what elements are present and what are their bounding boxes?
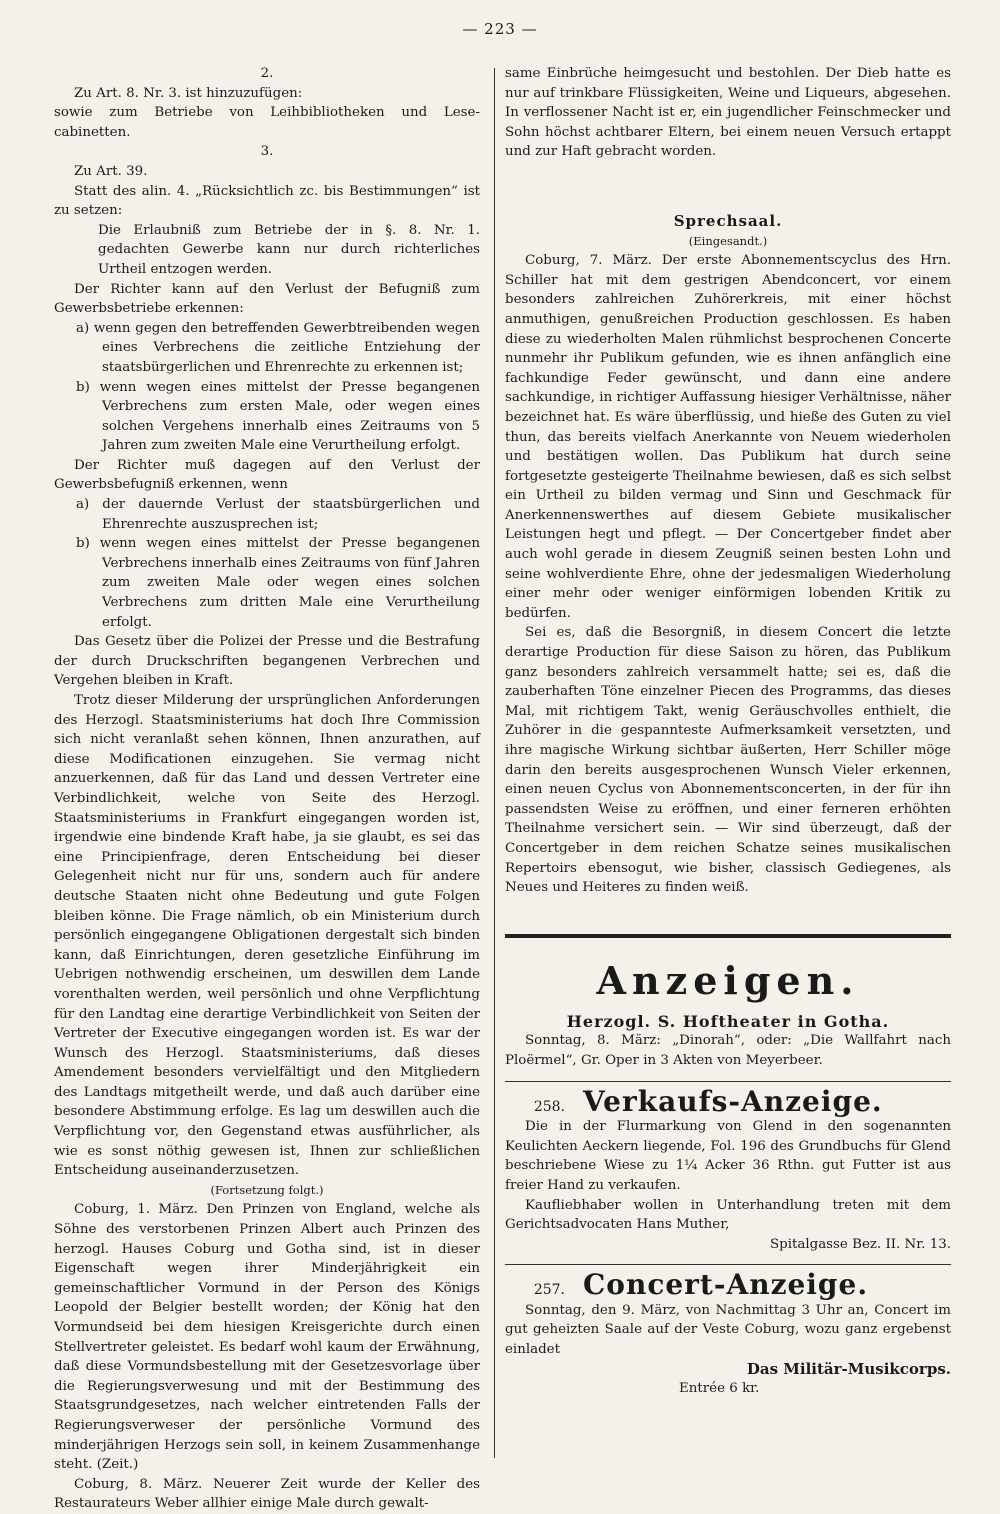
paragraph: Trotz dieser Milderung der ursprünglichen Anforderungen des Herzogl. Staatsministeriums hat doch Ihre Commission sich nicht veranlaßt sehen können, Ihnen anzurathen, auf diese Modificationen einzugehen. Sie vermag nicht anzuerkennen, daß für das Land und dessen Vertreter eine Verbindlichkeit, welche von Seite des Herzogl. Staatsministeriums in Frankfurt eingegangen worden ist, irgendwie eine bindende Kraft habe, ja sie glaubt, es sei das eine Principienfrage, deren Entscheidung bei dieser Gelegenheit nicht nur für uns, sondern auch für andere deutsche Staaten nicht ohne Bedeutung und gute Folgen bleiben könne. Die Frage nämlich, ob ein Ministerium durch persönlich eingegangene Obligationen dergestalt sich binden kann, daß Einrichtungen, deren gesetzliche Einführung im Uebrigen nothwendig erscheinen, um deswillen dem Lande vorenthalten werden, weil persönlich und ohne Verpflichtung für den Landtag eine derartige Verbindlichkeit von Seiten der Vertreter der Executive eingegangen worden ist. Es war der Wunsch des Herzogl. Staatsministeriums, daß dieses Amendement besonders vervielfältigt und den Mitgliedern des Landtags mitgetheilt werde, und daß auch darüber eine besondere Abstimmung erfolge. Es lag um deswillen auch die Verpflichtung vor, den Gegenstand etwas ausführlicher, als wie es sonst nöthig gewesen ist, Ihnen zur schließlichen Entscheidung auseinanderzusetzen. bbox=[54, 693, 480, 1179]
news-item: Coburg, 8. März. Neuerer Zeit wurde der Keller des Restaurateurs Weber allhier einige Male durch gewalt- bbox=[54, 1476, 480, 1512]
ad-address: Spitalgasse Bez. II. Nr. 13. bbox=[769, 1236, 951, 1252]
right-column bbox=[505, 64, 951, 1399]
ad-header bbox=[505, 1084, 951, 1118]
list-item: b) wenn wegen eines mittelst der Presse begangenen Verbrechens zum ersten Male, oder wegen eines solchen Vergehens innerhalb eines Zeitraums von 5 Jahren zum zweiten Male eine Verurtheilung erfolgt. bbox=[76, 379, 480, 454]
paragraph: Sei es, daß die Besorgniß, in diesem Concert die letzte derartige Production für diese Saison zu hören, das Publikum ganz besonders zahlreich versammelt hatte; sei es, daß die zauberhaften Töne einzelner Piecen des Programms, das dieses Mal, mit richtigem Takt, wenig Geräuschvolles enthielt, die Zuhörer in die gespannteste Aufmerksamkeit versetzten, und ihre magische Wirkung sichtbar äußerten, Herr Schiller möge darin den bereits ausgesprochenen Wunsch Vieler erkennen, einen neuen Cyclus von Abonnementsconcerten, in der für ihn passendsten Weise zu eröffnen, und einer ferneren erhöhten Theilnahme versichert sein. — Wir sind überzeugt, daß der Concertgeber in dem reichen Schatze seines musikalischen Repertoirs ebensogut, wie bisher, classisch Gediegenes, als Neues und Heiteres zu finden weiß. bbox=[505, 625, 951, 896]
section-divider bbox=[505, 934, 951, 938]
news-item: Coburg, 1. März. Den Prinzen von England, welche als Söhne des verstorbenen Prinzen Albert auch Prinzen des herzogl. Hauses Coburg und Gotha sind, ist in dieser Eigenschaft wegen ihrer Minderjährigkeit ein gemeinschaftlicher Vormund in der Person des Königs Leopold der Belgier bestellt worden; der König hat den Vormundseid bei dem hiesigen Kreisgerichte durch einen Stellvertreter geleistet. Es bedarf wohl kaum der Erwähnung, daß diese Vormundsbestellung mit der Gesetzesvorlage über die Regierungsverwesung und mit der Bestimmung des Staatsgrundgesetzes, nach welcher eintretenden Falls der Regierungsverweser der persönliche Vormund des minderjährigen Herzogs sein soll, in keinem Zusammenhange steht. (Zeit.) bbox=[54, 1202, 480, 1473]
paragraph: Coburg, 7. März. Der erste Abonnementscyclus des Hrn. Schiller hat mit dem gestrigen Abendconcert, vor einem besonders zahlreichen Zuhörerkreis, mit einer höchst anmuthigen, genußreichen Production geschlossen. Es haben diese zu wiederholten Malen rühmlichst besprochenen Concerte nunmehr ihr Publikum gefunden, wie es ihnen anfänglich eine fachkundige Feder gewünscht, und dann eine andere sachkundige, in richtiger Auffassung hiesiger Verhältnisse, näher bezeichnet hat. Es wäre überflüssig, und hieße des Guten zu viel thun, das bereits vielfach Anerkannte von Neuem wiederholen und bestätigen wollen. Das Publikum hat durch seine fortgesetzte gesteigerte Theilnahme bewiesen, daß es sich selbst ein Urtheil zu bilden vermag und Sinn und Geschmack für Anerkennenswerthes auf diesem Gebiete musikalischer Leistungen hegt und pflegt. — Der Concertgeber findet aber auch wohl gerade in diesem Zeugniß seinen besten Lohn und seine wohlverdiente Ehre, ohne der jedesmaligen Wiederholung einer mehr oder weniger einförmigen lobenden Kritik zu bedürfen. bbox=[505, 253, 951, 621]
continuation-note: (Fortsetzung folgt.) bbox=[210, 1182, 324, 1197]
news-item: same Einbrüche heimgesucht und bestohlen. Der Dieb hatte es nur auf trinkbare Flüssigkeiten, Weine und Liqueurs, abgesehen. In verflossener Nacht ist er, ein jugendlicher Feinschmecker und Sohn höchst achtbarer Eltern, bei einem neuen Versuch ertappt und zur Haft gebracht worden. bbox=[505, 66, 951, 160]
advertisements-heading: Anzeigen. bbox=[596, 957, 860, 1003]
ad-divider bbox=[505, 1264, 951, 1265]
ad-title: Verkaufs-Anzeige. bbox=[583, 1084, 883, 1118]
ad-title: Concert-Anzeige. bbox=[583, 1268, 869, 1302]
left-column bbox=[54, 64, 480, 1514]
paragraph: Statt des alin. 4. „Rücksichtlich zc. bis Bestimmungen“ ist zu setzen: bbox=[54, 183, 480, 219]
list-item: b) wenn wegen eines mittelst der Presse begangenen Verbrechens innerhalb eines Zeitraums von fünf Jahren zum zweiten Male oder wegen eines solchen Verbrechens zum dritten Male eine Verurtheilung erfolgt. bbox=[76, 536, 480, 630]
ad-entree: Entrée 6 kr. bbox=[679, 1381, 760, 1397]
section-number-3: 3. bbox=[260, 144, 274, 160]
section-heading: Sprechsaal. bbox=[673, 211, 783, 230]
paragraph: Das Gesetz über die Polizei der Presse und die Bestrafung der durch Druckschriften begangenen Verbrechen und Vergehen bleiben in Kraft. bbox=[54, 634, 480, 689]
paragraph: Der Richter kann auf den Verlust der Befugniß zum Gewerbsbetriebe erkennen: bbox=[54, 281, 480, 317]
ad-signature: Das Militär-Musikcorps. bbox=[746, 1359, 951, 1378]
ad-text: Die in der Flurmarkung von Glend in den sogenannten Keulichten Aeckern liegende, Fol. 196 des Grundbuchs für Glend beschriebene Wiese zu 1¼ Acker 36 Rthn. gut Futter ist aus freier Hand zu verkaufen. bbox=[505, 1119, 951, 1193]
column-divider bbox=[494, 68, 495, 1458]
list-item: a) der dauernde Verlust der staatsbürgerlichen und Ehrenrechte auszusprechen ist; bbox=[76, 497, 480, 532]
theater-text: Sonntag, 8. März: „Dinorah“, oder: „Die Wallfahrt nach Ploërmel“, Gr. Oper in 3 Akten von Meyerbeer. bbox=[505, 1033, 951, 1068]
ad-divider bbox=[505, 1081, 951, 1082]
paragraph: Zu Art. 39. bbox=[74, 163, 148, 179]
page-number: — 223 — bbox=[462, 20, 538, 38]
ad-text: Sonntag, den 9. März, von Nachmittag 3 Uhr an, Concert im gut geheizten Saale auf der Veste Coburg, wozu ganz ergebenst einladet bbox=[505, 1302, 951, 1358]
paragraph: sowie zum Betriebe von Leihbibliotheken und Lese-cabinetten. bbox=[54, 105, 480, 140]
list-item: a) wenn gegen den betreffenden Gewerbtreibenden wegen eines Verbrechens die zeitliche Entziehung der staatsbürgerlichen und Ehrenrechte zu erkennen ist; bbox=[76, 320, 480, 375]
theater-heading: Herzogl. S. Hoftheater in Gotha. bbox=[566, 1011, 890, 1031]
section-number-2: 2. bbox=[260, 66, 274, 81]
paragraph: Zu Art. 8. Nr. 3. ist hinzuzufügen: bbox=[74, 85, 303, 101]
section-subheading: (Eingesandt.) bbox=[688, 233, 768, 248]
paragraph: Die Erlaubniß zum Betriebe der in §. 8. Nr. 1. gedachten Gewerbe kann nur durch richterliches Urtheil entzogen werden. bbox=[98, 222, 480, 277]
ad-text: Kaufliebhaber wollen in Unterhandlung treten mit dem Gerichtsadvocaten Hans Muther, bbox=[505, 1197, 951, 1233]
paragraph: Der Richter muß dagegen auf den Verlust der Gewerbsbefugniß erkennen, wenn bbox=[54, 457, 480, 493]
ad-number: 258. bbox=[533, 1098, 565, 1115]
ad-header bbox=[505, 1268, 951, 1302]
ad-number: 257. bbox=[533, 1282, 565, 1299]
